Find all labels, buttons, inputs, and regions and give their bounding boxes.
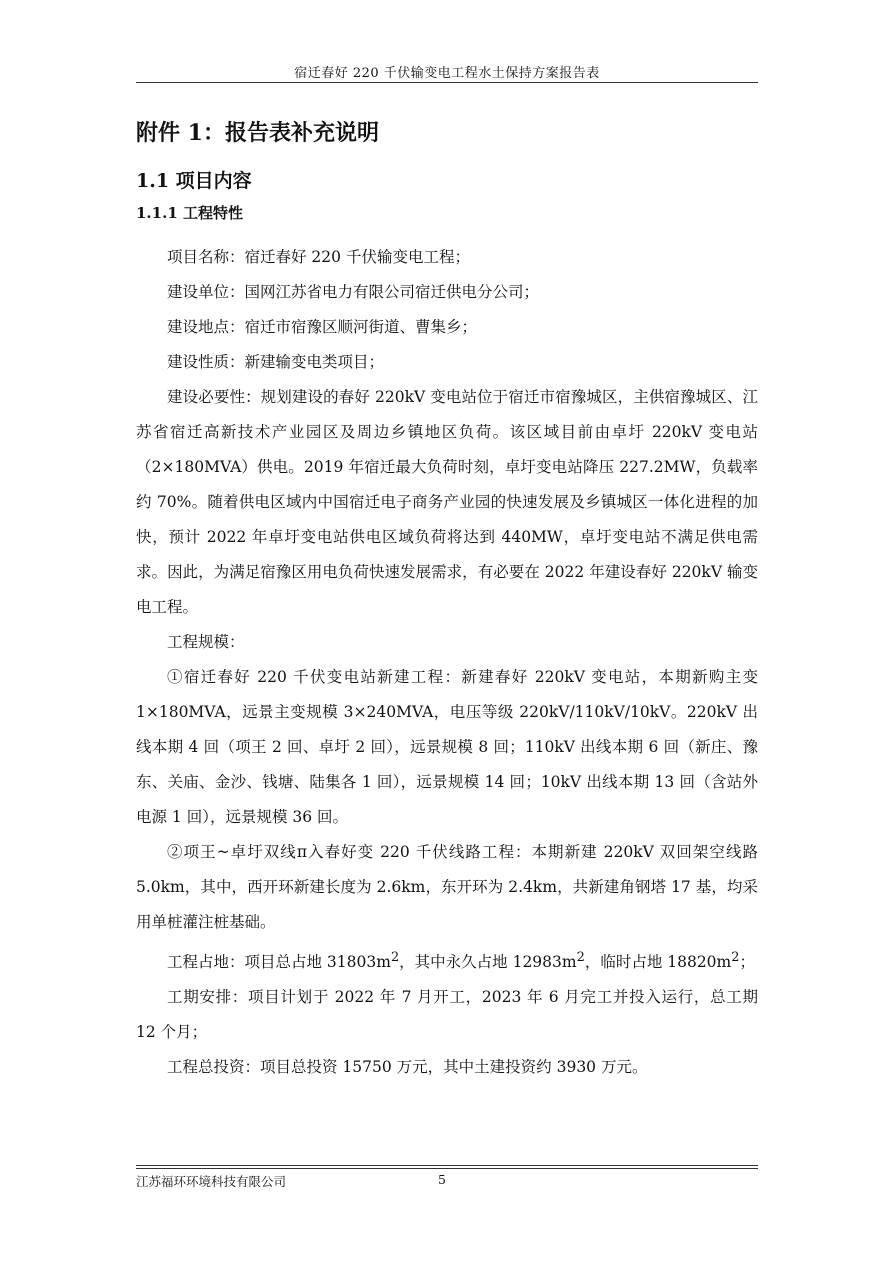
unit-superscript: 2: [731, 950, 740, 965]
footer-divider-thin: [136, 1168, 758, 1169]
unit-superscript: 2: [576, 950, 585, 965]
land-suffix: ；: [739, 953, 755, 972]
subsection-heading: 1.1.1 工程特性: [136, 204, 243, 222]
substation-scale: ①宿迁春好 220 千伏变电站新建工程：新建春好 220kV 变电站，本期新购主变 1×180MVA，远景主变规模 3×240MVA，电压等级 220kV/110kV/10kV。220kV 出线本期 4 回（项王 2 回、卓圩 2 回），远景规模 8 回；110kV 出线本期 6 回（新庄、豫东、关庙、金沙、钱塘、陆集各 1 回），远景规模 14 回；10kV 出线本期 13 回（含站外电源 1 回），远景规模 36 回。: [136, 668, 758, 826]
land-permanent: ，其中永久占地 12983m: [399, 953, 577, 972]
land-occupation: [136, 940, 758, 980]
schedule: 工期安排：项目计划于 2022 年 7 月开工，2023 年 6 月完工并投入运行，总工期 12 个月；: [136, 988, 758, 1042]
project-scale-label: 工程规模：: [167, 633, 245, 651]
section-heading: 1.1 项目内容: [136, 170, 252, 192]
footer-divider: [136, 1165, 758, 1166]
unit-superscript: 2: [390, 950, 400, 965]
header-divider: [136, 82, 758, 83]
land-total: 工程占地：项目总占地 31803m: [167, 953, 391, 972]
project-name: 项目名称：宿迁春好 220 千伏输变电工程；: [167, 248, 470, 266]
body-text: [136, 240, 758, 1085]
footer-company: 江苏福环环境科技有限公司: [136, 1174, 287, 1189]
land-temporary: ，临时占地 18820m: [584, 953, 732, 972]
construction-location: 建设地点：宿迁市宿豫区顺河街道、曹集乡；: [167, 318, 478, 336]
page-header-title: 宿迁春好 220 千伏输变电工程水土保持方案报告表: [294, 66, 600, 81]
investment: 工程总投资：项目总投资 15750 万元，其中土建投资约 3930 万元。: [167, 1058, 648, 1077]
appendix-heading: 附件 1：报告表补充说明: [136, 120, 379, 146]
construction-unit: 建设单位：国网江苏省电力有限公司宿迁供电分公司；: [167, 283, 540, 301]
construction-necessity: 建设必要性：规划建设的春好 220kV 变电站位于宿迁市宿豫城区，主供宿豫城区、江苏省宿迁高新技术产业园区及周边乡镇地区负荷。该区域目前由卓圩 220kV 变电站（2×180MVA）供电。2019 年宿迁最大负荷时刻，卓圩变电站降压 227.2MW，负载率约 70%。随着供电区域内中国宿迁电子商务产业园的快速发展及乡镇城区一体化进程的加快，预计 2022 年卓圩变电站供电区域负荷将达到 440MW，卓圩变电站不满足供电需求。因此，为满足宿豫区用电负荷快速发展需求，有必要在 2022 年建设春好 220kV 输变电工程。: [136, 388, 758, 616]
line-scale: ②项王~卓圩双线π入春好变 220 千伏线路工程：本期新建 220kV 双回架空线路 5.0km，其中，西开环新建长度为 2.6km，东开环为 2.4km，共新建角钢塔 17 基，均采用单桩灌注桩基础。: [136, 843, 758, 931]
page-number: 5: [438, 1172, 446, 1187]
construction-nature: 建设性质：新建输变电类项目；: [167, 353, 385, 371]
